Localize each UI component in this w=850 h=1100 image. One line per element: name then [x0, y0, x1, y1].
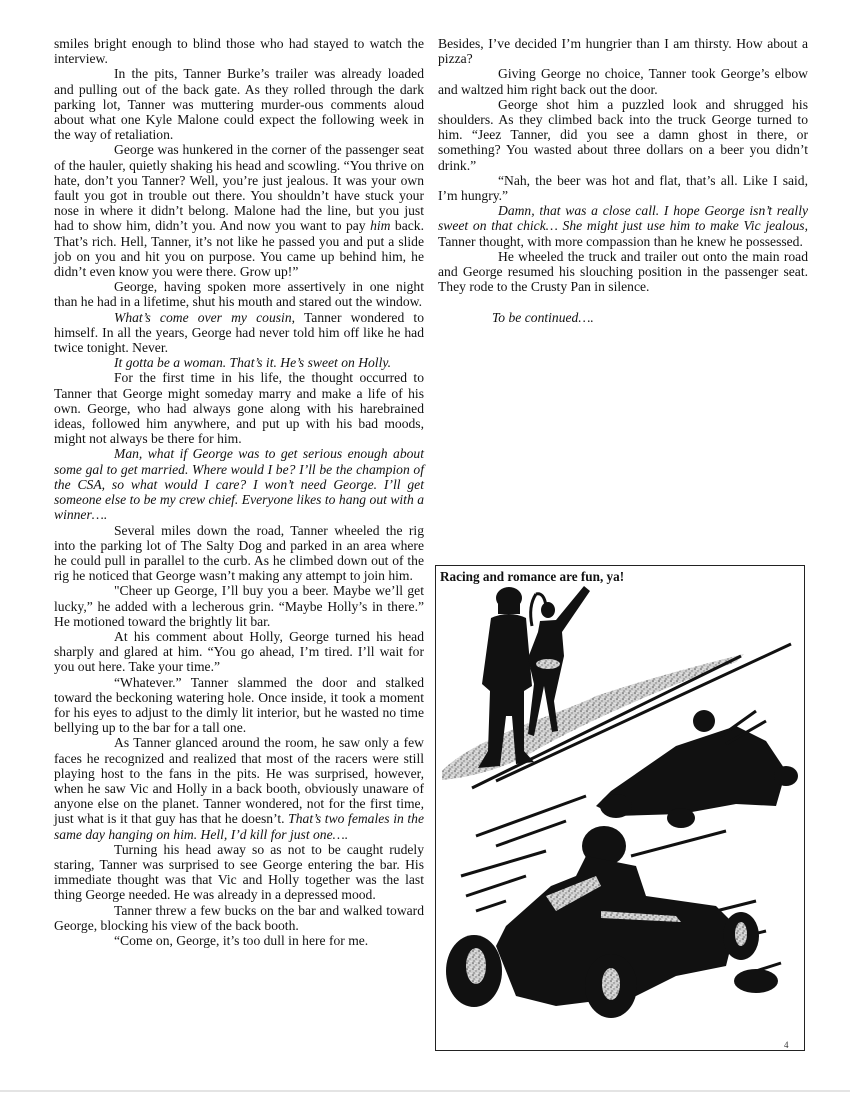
- paragraph: [438, 173, 808, 203]
- paragraph: [54, 903, 424, 933]
- paragraph: [54, 523, 424, 584]
- text-segment: smiles bright enough to blind those who had stayed to watch the interview.: [54, 36, 424, 67]
- text-segment: back. That’s rich. Hell, Tanner, it’s not like he passed you and put a slide job on you and hit you on purpose. You came up behind him, he didn’t even know you were there. Grow up!”: [54, 218, 424, 280]
- text-segment: For the first time in his life, the thought occurred to Tanner that George might someday marry and make a life of his own. George, who had always gone along with his harebrained ideas, followed him anywhere, and put up with his bad moods, might not always be there for him.: [54, 370, 424, 447]
- go-kart-rear: [596, 710, 798, 828]
- italic-text: Man, what if George was to get serious enough about some gal to get married. Where would I be? I’ll be the champion of the CSA, so what would I care? I won’t need George. I’ll get someone else to be my crew chief. Everyone likes to hang out with a winner….: [54, 446, 424, 523]
- text-segment: He wheeled the truck and trailer out onto the main road and George resumed his slouching position in the passenger seat. They rode to the Crusty Pan in silence.: [438, 248, 808, 295]
- italic-text: him: [370, 218, 391, 234]
- right-column: [438, 36, 808, 326]
- paragraph: [54, 370, 424, 446]
- paragraph: [54, 310, 424, 356]
- paragraph: [438, 66, 808, 96]
- paragraph: [54, 933, 424, 948]
- text-segment: “Nah, the beer was hot and flat, that’s all. Like I said, I’m hungry.”: [438, 172, 808, 204]
- paragraph: [54, 36, 424, 66]
- text-segment: Several miles down the road, Tanner wheeled the rig into the parking lot of The Salty Dog and parked in an area where he could pull in parallel to the curb. As he climbed down out of the rig he noticed that George wasn’t making any attempt to join him.: [54, 522, 424, 584]
- text-segment: Giving George no choice, Tanner took George’s elbow and waltzed him right back out the door.: [438, 66, 808, 97]
- racing-romance-illustration: [436, 566, 804, 1050]
- text-segment: In the pits, Tanner Burke’s trailer was already loaded and pulling out of the back gate. As they rolled through the dark parking lot, Tanner was muttering murder-ous comments aloud about what one Kyle Malone could expect the following week in the way of retaliation.: [54, 66, 424, 143]
- paragraph: [54, 279, 424, 309]
- scan-edge: [0, 1090, 850, 1092]
- paragraph: [54, 735, 424, 841]
- text-segment: , Tanner wondered to himself. In all the years, George had never told him off like he had twice tonight. Never.: [54, 309, 425, 356]
- paragraph: [54, 66, 424, 142]
- paragraph: [54, 583, 424, 629]
- text-segment: As Tanner glanced around the room, he saw only a few faces he recognized and realized that most of the racers were still playing host to the fans in the pits. He was surprised, however, when he saw Vic and Holly in a back booth, obviously unaware of anyone else on the planet. Tanner wondered, not for the first time, just what is it that guy has that he doesn’t.: [54, 735, 424, 827]
- paragraph: [54, 142, 424, 279]
- text-segment: George, having spoken more assertively in one night than he had in a lifetime, shut his mouth and stared out the window.: [54, 279, 424, 310]
- italic-text: It gotta be a woman. That’s it. He’s sweet on Holly.: [114, 355, 392, 371]
- paragraph: [438, 203, 808, 249]
- paragraph: [54, 629, 424, 675]
- text-segment: George shot him a puzzled look and shrugged his shoulders. As they climbed back into the truck George turned to him. “Jeez Tanner, did you see a damn ghost in there, or something? You wasted about three dollars on a beer you didn’t drink.”: [438, 96, 808, 173]
- italic-text: Damn, that was a close call. I hope George isn’t really sweet on that chick… She might just use him to make Vic jealous: [438, 203, 808, 234]
- paragraph: [438, 36, 808, 66]
- text-segment: George was hunkered in the corner of the passenger seat of the hauler, quietly shaking his head and scowling. “You thrive on hate, don’t you Tanner? Well, you’re just jealous. It was your own fault you got in trouble out there. You shouldn’t have stuck your nose in where it didn’t belong. Malone had the line, but you just had to show him, didn’t you. And now you want to pay: [54, 142, 424, 234]
- page-number: 4: [784, 1040, 789, 1050]
- paragraph: [54, 446, 424, 522]
- text-segment: “Come on, George, it’s too dull in here for me.: [114, 932, 369, 948]
- text-segment: Tanner threw a few bucks on the bar and walked toward George, blocking his view of the back booth.: [54, 902, 424, 933]
- left-column: [54, 36, 424, 948]
- go-kart-front: [446, 826, 778, 1018]
- text-segment: “Whatever.” Tanner slammed the door and stalked toward the beckoning watering hole. Once inside, it took a moment for his eyes to adjust to the dimly lit interior, but he wasted no time bellying up to the bar for a tall one.: [54, 674, 424, 736]
- italic-text: That’s two females in the same day hanging on him. Hell, I’d kill for just one….: [54, 811, 424, 842]
- text-segment: "Cheer up George, I’ll buy you a beer. Maybe we’ll get lucky,” he added with a lecherous grin. “Maybe Holly’s in there.” He motioned toward the brightly lit bar.: [54, 583, 424, 629]
- text-segment: Besides, I’ve decided I’m hungrier than I am thirsty. How about a pizza?: [438, 36, 808, 67]
- to-be-continued: To be continued….: [492, 310, 594, 326]
- illustration-caption: Racing and romance are fun, ya!: [440, 569, 625, 584]
- italic-text: What’s come over my cousin: [114, 309, 292, 325]
- paragraph: [438, 97, 808, 173]
- text-segment: Turning his head away so as not to be caught rudely staring, Tanner was surprised to see George entering the bar. His immediate thought was that Vic and Holly together was the last thing George needed. He was already in a depressed mood.: [54, 841, 424, 903]
- text-segment: , Tanner thought, with more compassion than he knew he possessed.: [438, 218, 808, 249]
- paragraph: [54, 842, 424, 903]
- paragraph: [54, 675, 424, 736]
- text-segment: At his comment about Holly, George turned his head sharply and glared at him. “You go ahead, I’m tired. I’ll wait for you out here. Take your time.”: [54, 628, 424, 675]
- paragraph: [54, 355, 424, 370]
- paragraph: [438, 249, 808, 295]
- illustration-box: [435, 565, 805, 1051]
